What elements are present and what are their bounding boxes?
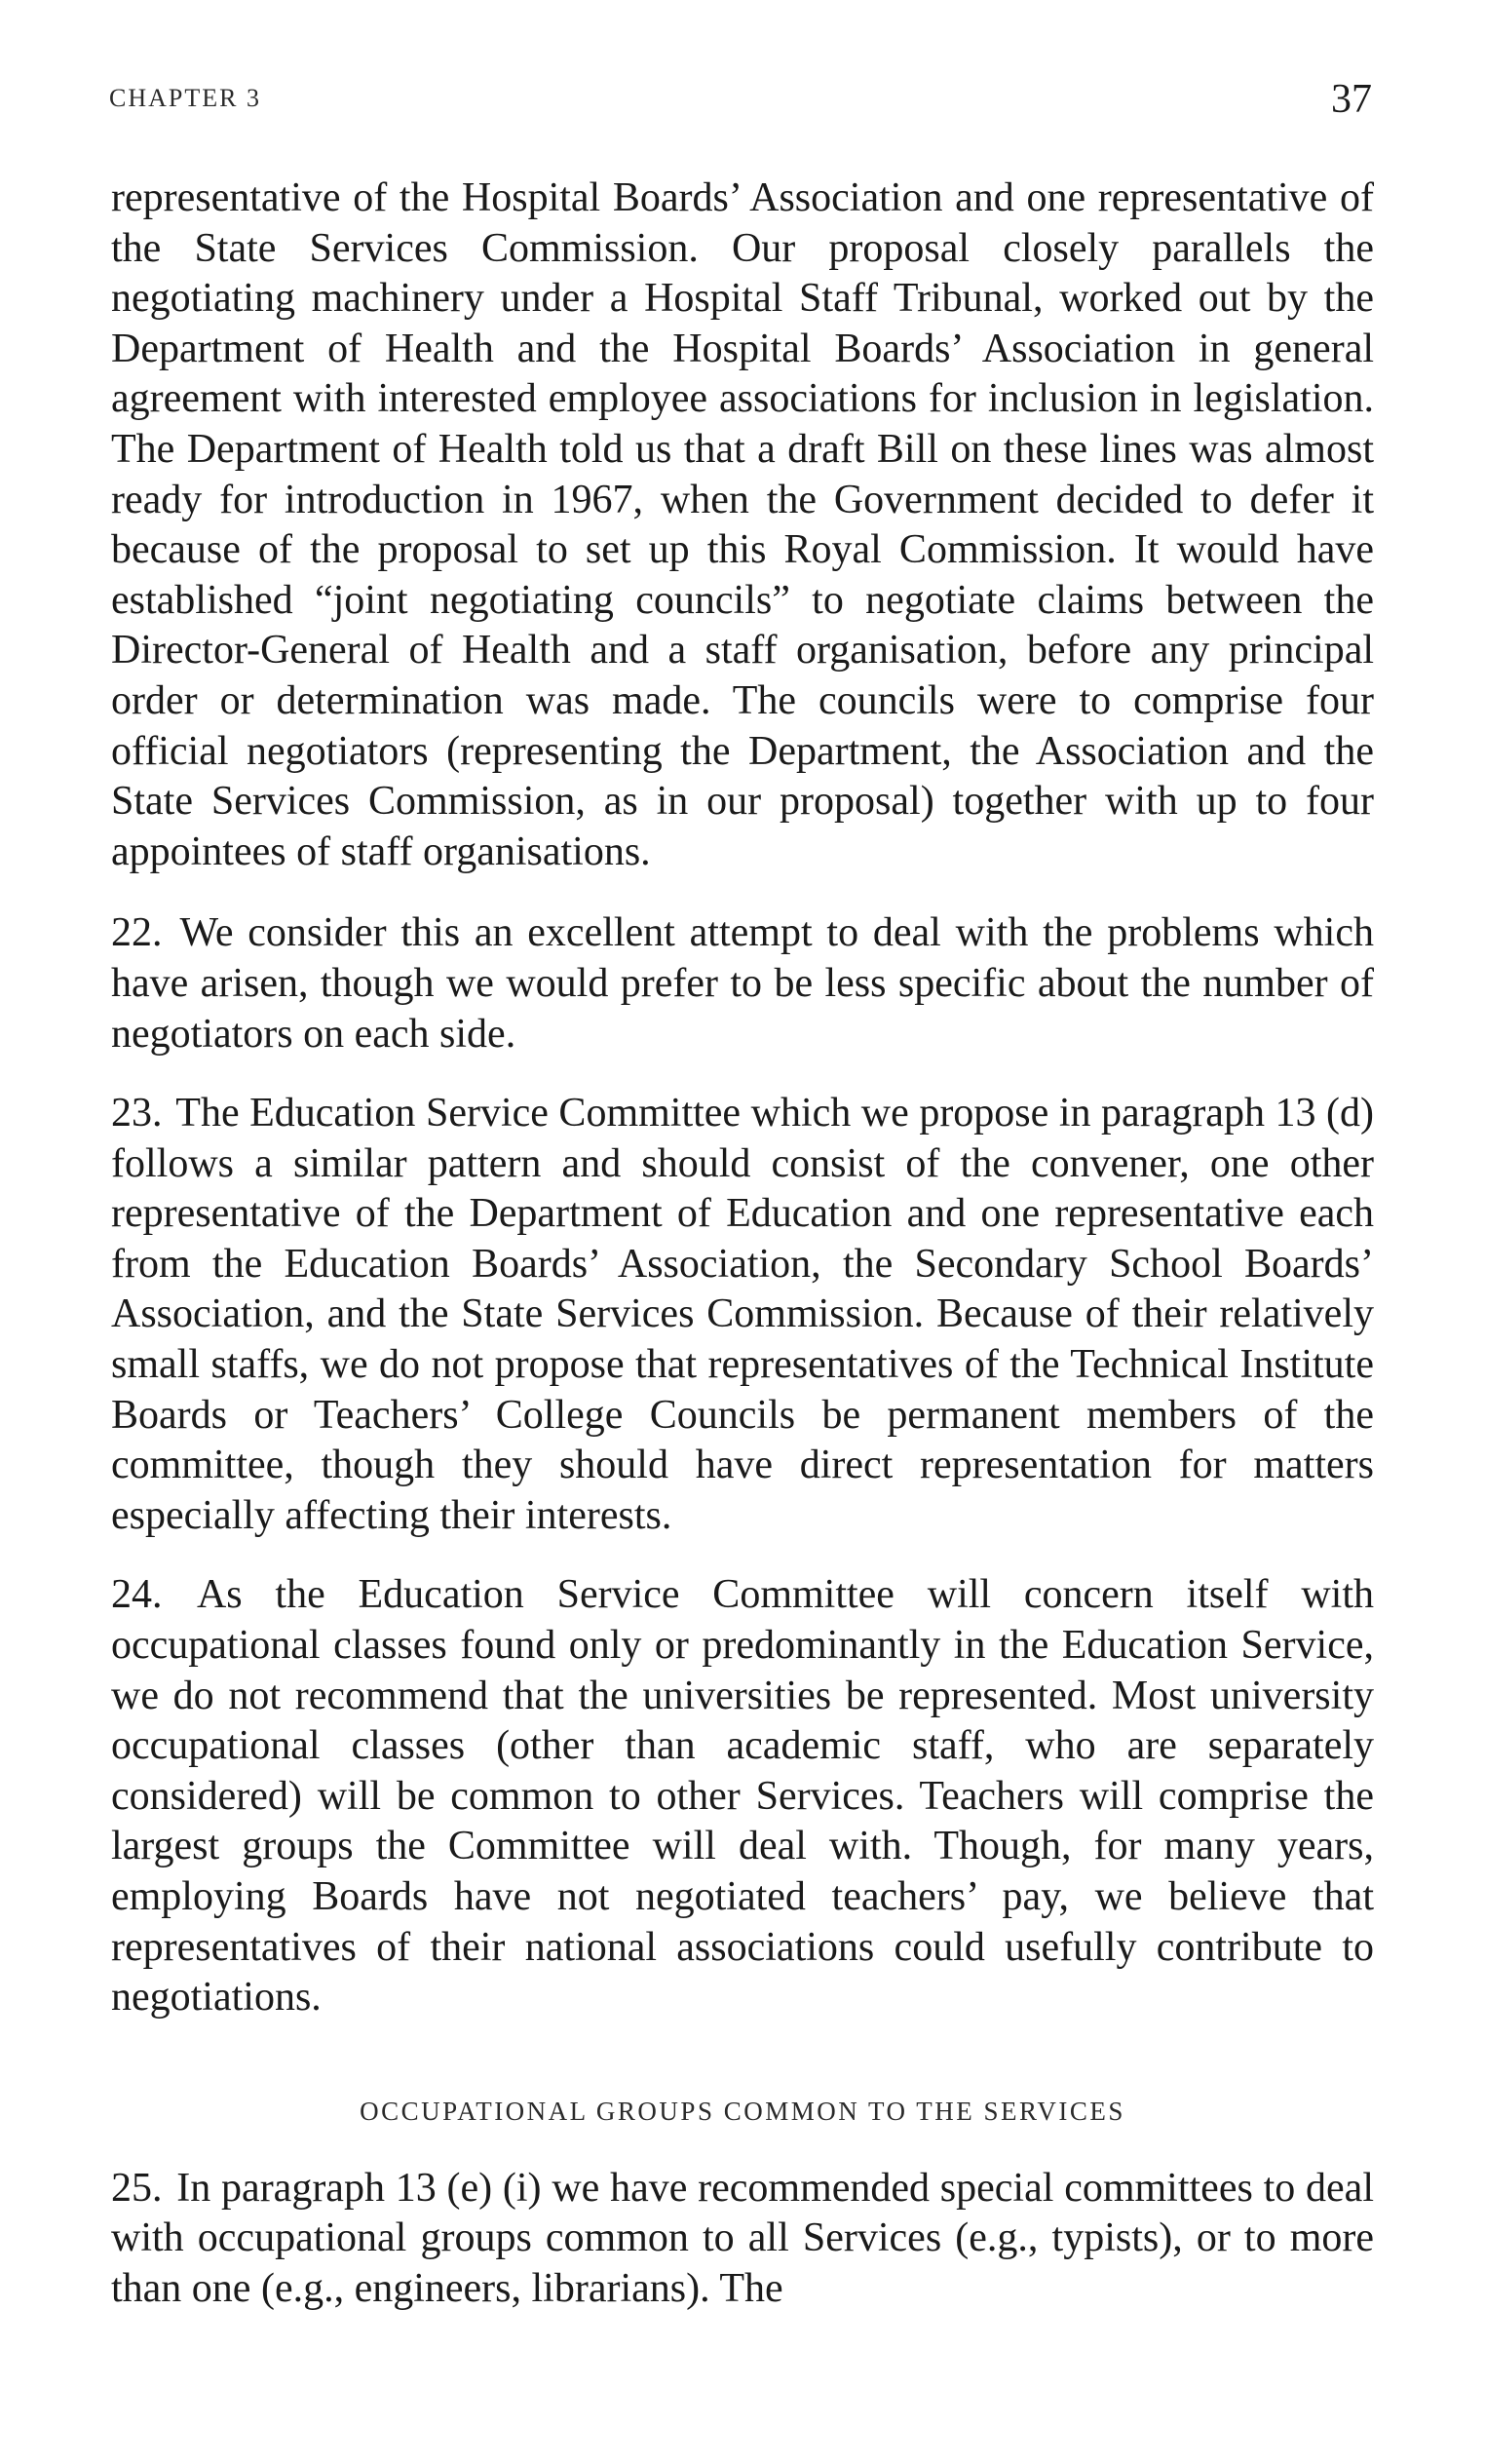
paragraph-text: representative of the Hospital Boards’ Association and one representative of the State Services Commission. Our proposal closely parallels the negotiating machinery under a Hospital Staff Tribunal, worked out by the Department of Health and the Hospital Boards’ Association in general agreement with interested employee associations for inclusion in legislation. The Department of Health told us that a draft Bill on these lines was almost ready for introduction in 1967, when the Government decided to defer it because of the proposal to set up this Royal Commission. It would have established “joint negotiating councils” to negotiate claims between the Director-General of Health and a staff organisation, before any principal order or determination was made. The councils were to comprise four official negotiators (representing the Department, the Association and the State Services Commission, as in our proposal) together with up to four appointees of staff organisations. xyxy=(111,175,1374,874)
paragraph-number: 25. xyxy=(111,2165,163,2211)
paragraph-number: 24. xyxy=(111,1572,163,1618)
body-text xyxy=(111,173,1374,2344)
paragraph-22 xyxy=(111,908,1374,1059)
paragraph-25 xyxy=(111,2164,1374,2315)
paragraph-text: In paragraph 13 (e) (i) we have recommended special committees to deal with occupational groups common to all Services (e.g., typists), or to more than one (e.g., engineers, librarians). The xyxy=(111,2165,1374,2311)
paragraph-number: 22. xyxy=(111,910,163,956)
page-number: 37 xyxy=(1331,77,1372,122)
paragraph-continued xyxy=(111,173,1374,877)
chapter-label: CHAPTER 3 xyxy=(109,84,261,112)
paragraph-number: 23. xyxy=(111,1091,163,1136)
paragraph-text: We consider this an excellent attempt to deal with the problems which have arisen, though we would prefer to be less specific about the number of negotiators on each side. xyxy=(111,910,1374,1057)
paragraph-23 xyxy=(111,1089,1374,1541)
running-head xyxy=(109,76,1372,125)
paragraph-24 xyxy=(111,1570,1374,2022)
section-heading: OCCUPATIONAL GROUPS COMMON TO THE SERVICES xyxy=(360,2096,1125,2126)
paragraph-text: The Education Service Committee which we propose in paragraph 13 (d) follows a similar pattern and should consist of the convener, one other representative of the Department of Education and one representative each from the Education Boards’ Association, the Secondary School Boards’ Association, and the State Services Commission. Because of their relatively small staffs, we do not propose that representatives of the Technical Institute Boards or Teachers’ College Councils be permanent members of the committee, though they should have direct representation for matters especially affecting their interests. xyxy=(111,1091,1375,1538)
paragraph-text: As the Education Service Committee will concern itself with occupational classes found only or predominantly in the Education Service, we do not recommend that the universities be represented. Most university occupational classes (other than academic staff, who are separately considered) will be common to other Services. Teachers will comprise the largest groups the Committee will deal with. Though, for many years, employing Boards have not negotiated teachers’ pay, we believe that representatives of their national associations could usefully contribute to negotiations. xyxy=(111,1572,1374,2021)
